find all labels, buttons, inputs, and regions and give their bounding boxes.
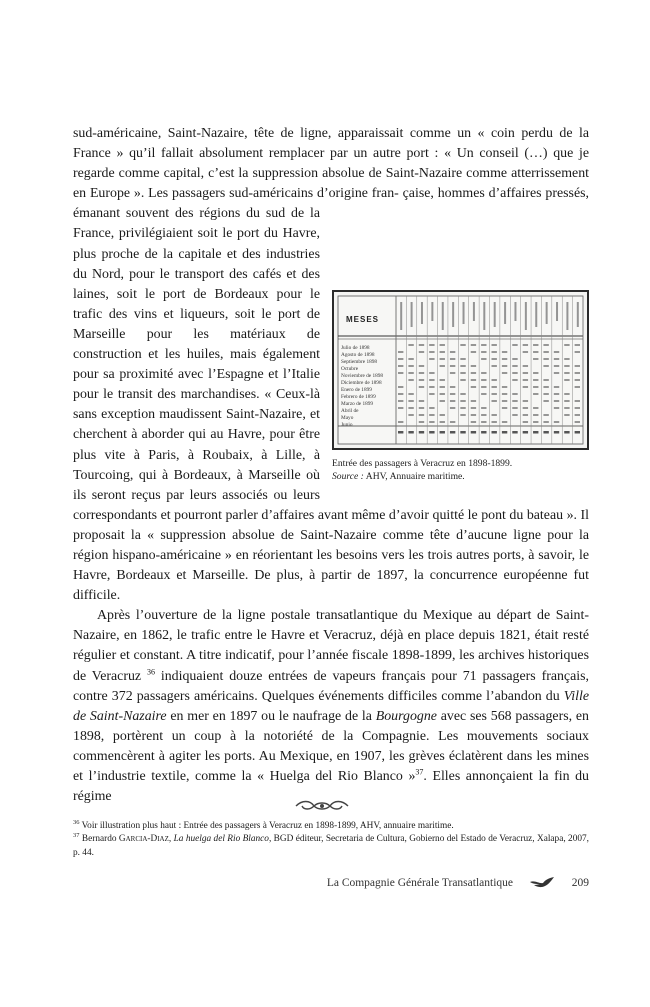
table-cell-mark (543, 400, 548, 402)
table-total-mark (523, 431, 528, 434)
table-cell-mark (481, 407, 486, 409)
table-cell-mark (398, 386, 403, 388)
table-cell-mark (481, 379, 486, 381)
table-cell-mark (523, 407, 528, 409)
table-cell-mark (429, 414, 434, 416)
table-cell-mark (471, 421, 476, 423)
table-cell-mark (564, 393, 569, 395)
table-total-mark (481, 431, 486, 434)
table-cell-mark (554, 407, 559, 409)
table-cell-mark (471, 400, 476, 402)
table-cell-mark (492, 365, 497, 367)
table-cell-mark (564, 414, 569, 416)
table-month-list (341, 345, 397, 429)
table-cell-mark (575, 372, 580, 374)
table-cell-mark (398, 421, 403, 423)
table-cell-mark (512, 414, 517, 416)
table-cell-mark (512, 344, 517, 346)
table-cell-mark (408, 372, 413, 374)
table-cell-mark (419, 414, 424, 416)
table-cell-mark (523, 372, 528, 374)
table-cell-mark (533, 379, 538, 381)
table-month-row: Septiembre 1898 (341, 359, 378, 366)
table-cell-mark (440, 393, 445, 395)
table-cell-mark (471, 351, 476, 353)
table-cell-mark (460, 372, 465, 374)
table-cell-mark (450, 386, 455, 388)
table-cell-mark (398, 365, 403, 367)
table-cell-mark (554, 358, 559, 360)
table-cell-mark (492, 351, 497, 353)
paragraph-2-c: en mer en 1897 ou le naufrage de la (166, 708, 376, 724)
table-cell-mark (543, 414, 548, 416)
table-cell-mark (512, 358, 517, 360)
table-cell-mark (543, 379, 548, 381)
table-cell-mark (440, 421, 445, 423)
table-total-mark (543, 431, 548, 434)
table-cell-mark (481, 414, 486, 416)
table-cell-mark (543, 386, 548, 388)
table-month-row: Enero de 1899 (341, 387, 372, 394)
table-cell-mark (543, 365, 548, 367)
table-cell-mark (429, 393, 434, 395)
table-header-meses: MESES (346, 315, 380, 325)
table-cell-mark (512, 393, 517, 395)
table-cell-mark (543, 421, 548, 423)
table-cell-mark (533, 407, 538, 409)
table-month-row: Noviembre de 1898 (341, 373, 384, 380)
table-cell-mark (481, 344, 486, 346)
paragraph-2-a: Après l’ouverture de la ligne postale transatlantique du Mexique au départ de Saint-Nazaire, en 1862, le trafic entre le Havre et Veracruz, déjà en place depuis 1821, était resté régulier et constant. A titre indicatif, pour l’année fiscale 1898-1899, les archives historiques de Veracruz (73, 608, 589, 684)
table-cell-mark (523, 386, 528, 388)
table-cell-mark (440, 386, 445, 388)
table-cell-mark (450, 407, 455, 409)
table-cell-mark (502, 400, 507, 402)
table-cell-mark (481, 351, 486, 353)
table-total-mark (492, 431, 497, 434)
table-cell-mark (460, 407, 465, 409)
paragraph-2-d: avec ses 568 passagers, en 1898, portèrent un coup à la notoriété de la Compagnie. Les mouvements sociaux commencèrent à agiter les ports. Au Mexique, en 1907, les grèves éclatèrent dans les mines et l’industrie textile, comme la « Huelga del Rio Blanco » (73, 708, 589, 784)
table-cell-mark (471, 414, 476, 416)
table-total-mark (564, 431, 569, 434)
table-month-row: Agosto de 1898 (341, 352, 375, 359)
table-cell-mark (502, 421, 507, 423)
footnote-37-b: , (168, 834, 174, 845)
table-cell-mark (575, 407, 580, 409)
table-cell-mark (419, 400, 424, 402)
table-cell-mark (564, 379, 569, 381)
table-total-mark (450, 431, 455, 434)
table-cell-mark (554, 372, 559, 374)
table-cell-mark (492, 414, 497, 416)
table-total-mark (429, 431, 434, 434)
table-cell-mark (408, 407, 413, 409)
table-cell-mark (564, 400, 569, 402)
table-total-mark (398, 431, 403, 434)
table-cell-mark (398, 400, 403, 402)
table-cell-mark (408, 358, 413, 360)
page-body (73, 124, 589, 807)
table-cell-mark (575, 421, 580, 423)
table-header-stroke (421, 302, 423, 324)
table-cell-mark (429, 407, 434, 409)
table-cell-mark (471, 386, 476, 388)
footnote-36-number: 36 (73, 818, 80, 826)
table-header-stroke (566, 302, 568, 330)
table-cell-mark (564, 344, 569, 346)
table-cell-mark (429, 344, 434, 346)
table-month-row: Julio de 1898 (341, 345, 370, 352)
paragraph-2 (73, 606, 589, 807)
table-cell-mark (523, 414, 528, 416)
table-cell-mark (440, 400, 445, 402)
table-cell-mark (554, 386, 559, 388)
table-cell-mark (460, 400, 465, 402)
table-cell-mark (575, 386, 580, 388)
table-cell-mark (512, 372, 517, 374)
table-header-stroke (463, 302, 465, 324)
table-cell-mark (533, 358, 538, 360)
footnote-36 (73, 820, 589, 833)
table-cell-mark (492, 400, 497, 402)
table-cell-mark (460, 344, 465, 346)
table-cell-mark (533, 386, 538, 388)
table-header-stroke (473, 302, 475, 321)
caption-text: Entrée des passagers à Veracruz en 1898-1899. (332, 458, 513, 470)
page-footer (73, 877, 589, 897)
table-cell-mark (481, 393, 486, 395)
table-cell-mark (492, 421, 497, 423)
paragraph-1-start: sud-américaine, Saint-Nazaire, tête de ligne, apparaissait comme un « coin perdu de la France » qu’il fallait absolument remplacer par un autre port : « Un conseil (…) que je regarde comme capital, c’est la suppression absolue de Saint-Nazaire comme atterrissement en Europe ». Les passagers sud-américains d’origine fran- (73, 126, 589, 202)
table-cell-mark (419, 344, 424, 346)
table-header-stroke (556, 302, 558, 321)
table-cell-mark (523, 365, 528, 367)
table-header-stroke (442, 302, 444, 330)
table-cell-mark (450, 421, 455, 423)
caption-source-label: Source : (332, 471, 364, 483)
table-month-row: Mayo (341, 415, 354, 422)
footnote-37-author: Garcia-Diaz (118, 834, 169, 845)
footnote-37-title: La huelga del Rio Blanco (173, 834, 269, 845)
footnote-37-a: Bernardo (79, 834, 119, 845)
table-cell-mark (429, 372, 434, 374)
paragraph-2-e: . Elles annonçaient la fin du régime (73, 769, 589, 805)
table-cell-mark (429, 386, 434, 388)
table-cell-mark (419, 421, 424, 423)
ship-name-2: Bourgogne (375, 708, 437, 724)
table-cell-mark (419, 379, 424, 381)
table-cell-mark (460, 414, 465, 416)
table-cell-mark (460, 365, 465, 367)
table-cell-mark (419, 351, 424, 353)
table-cell-mark (408, 414, 413, 416)
table-cell-mark (419, 365, 424, 367)
table-month-row: Octubre (341, 366, 359, 373)
page-number: 209 (571, 877, 589, 889)
table-cell-mark (502, 358, 507, 360)
table-cell-mark (481, 421, 486, 423)
table-cell-mark (450, 393, 455, 395)
table-cell-mark (492, 358, 497, 360)
table-cell-mark (450, 358, 455, 360)
table-cell-mark (512, 379, 517, 381)
table-total-mark (554, 431, 559, 434)
table-month-row: Marzo de 1899 (341, 401, 374, 408)
table-cell-mark (575, 351, 580, 353)
table-cell-mark (502, 372, 507, 374)
table-cell-mark (554, 393, 559, 395)
table-cell-mark (398, 358, 403, 360)
table-cell-mark (533, 421, 538, 423)
table-header-stroke (452, 302, 454, 327)
table-cell-mark (564, 358, 569, 360)
table-header-stroke (494, 302, 496, 327)
table-cell-mark (398, 393, 403, 395)
table-month-row: Abril de (341, 408, 359, 415)
table-header-stroke (525, 302, 527, 330)
table-cell-mark (502, 386, 507, 388)
running-title: La Compagnie Générale Transatlantique (326, 877, 513, 889)
table-header-stroke (400, 302, 402, 330)
table-cell-mark (543, 358, 548, 360)
table-cell-mark (512, 365, 517, 367)
table-cell-mark (408, 365, 413, 367)
table-header-stroke (535, 302, 537, 327)
table-total-mark (408, 431, 413, 434)
table-month-row: Junio (341, 422, 353, 429)
table-cell-mark (408, 393, 413, 395)
table-cell-mark (440, 379, 445, 381)
table-cell-mark (575, 344, 580, 346)
table-cell-mark (554, 421, 559, 423)
table-cell-mark (398, 351, 403, 353)
table-cell-mark (564, 365, 569, 367)
table-month-row: Diciembre de 1898 (341, 380, 382, 387)
table-cell-mark (512, 407, 517, 409)
table-cell-mark (502, 351, 507, 353)
table-cell-mark (533, 372, 538, 374)
paragraph-2-b: indiquaient douze entrées de vapeurs français pour 71 passagers français, contre 372 passagers américains. Quelques événements difficiles comme l’abandon du (73, 668, 590, 704)
table-cell-mark (564, 372, 569, 374)
table-cell-mark (440, 358, 445, 360)
table-cell-mark (398, 407, 403, 409)
table-cell-mark (450, 400, 455, 402)
table-header-stroke (431, 302, 433, 321)
table-cell-mark (460, 379, 465, 381)
table-cell-mark (564, 407, 569, 409)
table-total-mark (419, 431, 424, 434)
table-total-mark (440, 431, 445, 434)
table-cell-mark (419, 372, 424, 374)
table-cell-mark (575, 379, 580, 381)
footnotes (73, 820, 589, 860)
table-cell-mark (408, 400, 413, 402)
caption-source-text: AHV, Annuaire maritime. (363, 471, 465, 483)
table-cell-mark (419, 407, 424, 409)
table-cell-mark (408, 344, 413, 346)
table-cell-mark (481, 372, 486, 374)
table-cell-mark (512, 400, 517, 402)
figure-caption (332, 458, 589, 484)
table-header-stroke (577, 302, 579, 327)
table-header-stroke (411, 302, 413, 327)
table-cell-mark (440, 365, 445, 367)
figure (332, 290, 589, 484)
footnote-ref-36: 36 (146, 666, 155, 676)
table-cell-mark (543, 344, 548, 346)
table-cell-mark (502, 393, 507, 395)
table-cell-mark (429, 421, 434, 423)
paragraph-1 (73, 124, 589, 606)
table-total-mark (460, 431, 465, 434)
table-cell-mark (523, 379, 528, 381)
table-cell-mark (481, 358, 486, 360)
table-cell-mark (523, 421, 528, 423)
table-cell-mark (575, 365, 580, 367)
table-cell-mark (523, 400, 528, 402)
table-cell-mark (492, 344, 497, 346)
table-header-stroke (483, 302, 485, 330)
table-cell-mark (429, 351, 434, 353)
table-cell-mark (450, 351, 455, 353)
table-month-row: Febrero de 1899 (341, 394, 376, 401)
footnote-37-number: 37 (73, 832, 80, 840)
table-cell-mark (471, 407, 476, 409)
table-cell-mark (471, 365, 476, 367)
table-cell-mark (533, 393, 538, 395)
table-cell-mark (450, 372, 455, 374)
table-cell-mark (440, 351, 445, 353)
table-header-stroke (514, 302, 516, 321)
table-cell-mark (575, 400, 580, 402)
table-cell-mark (543, 351, 548, 353)
table-cell-mark (543, 393, 548, 395)
table-cell-mark (554, 351, 559, 353)
footnote-37 (73, 833, 589, 860)
table-cell-mark (450, 365, 455, 367)
table-total-mark (471, 431, 476, 434)
table-cell-mark (471, 379, 476, 381)
table-cell-mark (492, 386, 497, 388)
table-total-mark (575, 431, 580, 434)
table-cell-mark (460, 393, 465, 395)
table-cell-mark (471, 372, 476, 374)
table-cell-mark (575, 414, 580, 416)
table-cell-mark (408, 379, 413, 381)
table-cell-mark (398, 372, 403, 374)
ship-name-1: Ville de Saint-Nazaire (73, 688, 589, 724)
paragraph-1-rest: çaise, hommes d’affaires pressés, émanant souvent des régions du sud de la France, privilégiaient soit le port du Havre, plus proche de la capitale et des industries du Nord, pour le transport des cafés et des laines, soit le port de Bordeaux pour le trafic des vins et liqueurs, soit le port de Marseille pour les matériaux de construction et les huiles, mais également pour sa proximité avec l’Espagne et l’Italie pour le transit des marchandises. « Ceux-là sans exception maudissent Saint-Nazaire, et cherchent à aborder qui au Havre, pour être plus vite à Paris, à Roubaix, à Lille, à Tourcoing, qui à Bordeaux, à Marseille où ils seront reçus par leurs associés ou leurs correspondants et pourront parler d’affaires avant même d’avoir quitté le pont du bateau ». Il proposait la « suppression absolue de Saint-Nazaire comme tête d’aucune ligne pour la région hispano-américaine » en réorientant les besoins vers les trois autres ports, à savoir, le Havre, Bordeaux et Marseille. De plus, à partir de 1897, la concurrence européenne fut difficile. (73, 186, 589, 604)
table-cell-mark (429, 379, 434, 381)
table-total-mark (512, 431, 517, 434)
footnote-37-c: , BGD éditeur, Secretaria de Cultura, Gobierno del Estado de Veracruz, Xalapa, 2007, p. 44. (73, 834, 589, 858)
table-cell-mark (502, 365, 507, 367)
table-cell-mark (492, 379, 497, 381)
table-total-mark (502, 431, 507, 434)
footnote-ref-37: 37 (415, 767, 424, 777)
table-cell-mark (533, 414, 538, 416)
table-cell-mark (429, 358, 434, 360)
table-cell-mark (523, 351, 528, 353)
table-cell-mark (554, 400, 559, 402)
table-cell-mark (460, 358, 465, 360)
table-cell-mark (533, 344, 538, 346)
table-cell-mark (523, 344, 528, 346)
passenger-table-image (332, 290, 589, 450)
ornament-divider-icon (292, 798, 352, 814)
table-cell-mark (440, 344, 445, 346)
bird-emblem-icon (529, 876, 555, 890)
table-cell-mark (471, 344, 476, 346)
table-total-mark (533, 431, 538, 434)
table-header-stroke (504, 302, 506, 324)
footnote-36-text: Voir illustration plus haut : Entrée des passagers à Veracruz en 1898-1899, AHV, annuaire maritime. (79, 821, 454, 831)
table-cell-mark (502, 407, 507, 409)
table-cell-mark (554, 365, 559, 367)
table-cell-mark (481, 386, 486, 388)
table-cell-mark (533, 351, 538, 353)
table-cell-mark (419, 386, 424, 388)
table-cell-mark (492, 393, 497, 395)
table-cell-mark (440, 414, 445, 416)
table-header-stroke (546, 302, 548, 324)
